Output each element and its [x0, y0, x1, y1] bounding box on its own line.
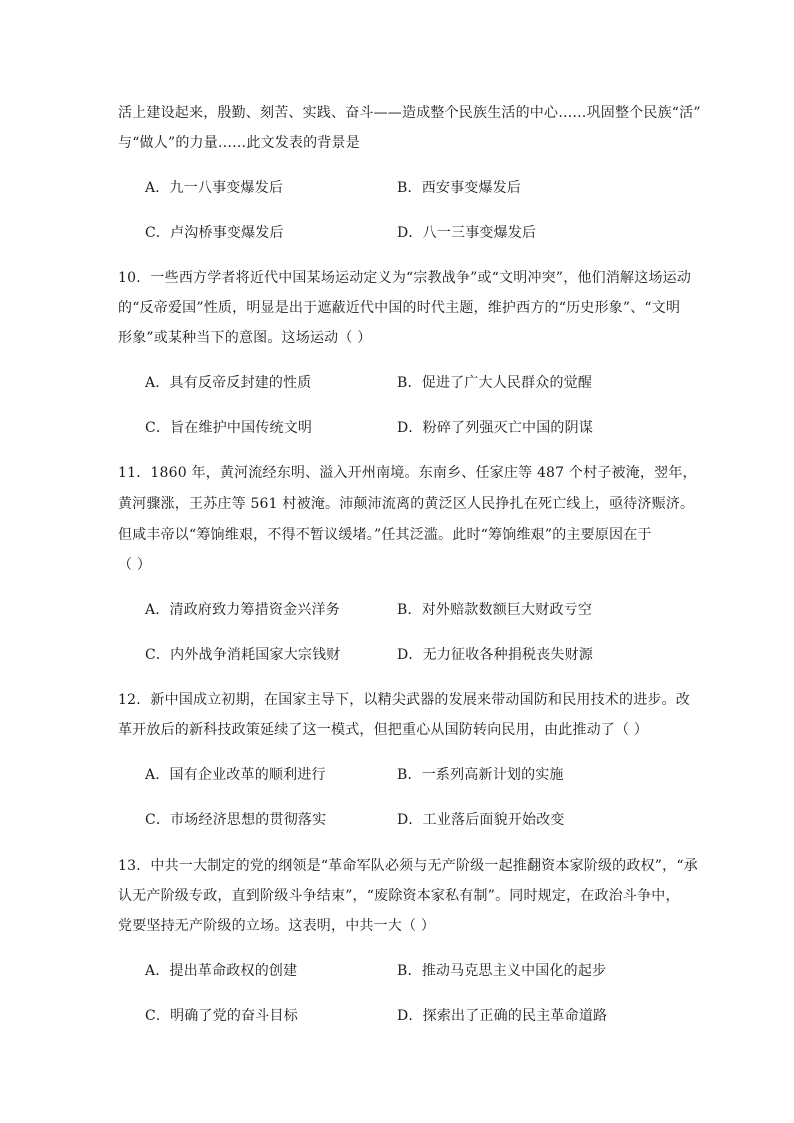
question-stem-line: 12．新中国成立初期，在国家主导下，以精尖武器的发展来带动国防和民用技术的进步。改: [118, 692, 691, 708]
question-stem-line: 的“反帝爱国”性质，明显是出于遮蔽近代中国的时代主题，维护西方的“历史形象”、“文明: [118, 300, 681, 316]
option-b: B．一系列高新计划的实施: [397, 767, 564, 783]
question-stem-line: 形象”或某种当下的意图。这场运动（ ）: [118, 330, 372, 346]
question-stem-line: 13．中共一大制定的党的纲领是“革命军队必须与无产阶级一起推翻资本家阶级的政权”，“承: [118, 858, 698, 874]
option-d: D．探索出了正确的民主革命道路: [397, 1008, 608, 1024]
question-stem-line: 与“做人”的力量……此文发表的背景是: [118, 135, 360, 151]
option-b: B．促进了广大人民群众的觉醒: [397, 375, 593, 391]
option-d: D．八一三事变爆发后: [397, 225, 537, 241]
question-stem-line: 活上建设起来，殷勤、刻苦、实践、奋斗——造成整个民族生活的中心……巩固整个民族“活”: [118, 105, 701, 121]
option-a: A．提出革命政权的创建: [145, 963, 298, 979]
question-stem-line: 革开放后的新科技政策延续了这一模式，但把重心从国防转向民用，由此推动了（ ）: [118, 722, 649, 738]
option-a: A．九一八事变爆发后: [145, 180, 284, 196]
question-stem-line: 党要坚持无产阶级的立场。这表明，中共一大（ ）: [118, 918, 436, 934]
question-stem-line: 认无产阶级专政，直到阶级斗争结束”，“废除资本家私有制”。同时规定，在政治斗争中，: [118, 888, 680, 904]
option-c: C．旨在维护中国传统文明: [145, 420, 313, 436]
question-stem-line: 但咸丰帝以“筹饷维艰，不得不暂议缓堵。”任其泛滥。此时“筹饷维艰”的主要原因在于: [118, 527, 652, 543]
question-stem-line: 10．一些西方学者将近代中国某场运动定义为“宗教战争”或“文明冲突”，他们消解这场运动: [118, 270, 692, 286]
option-c: C．明确了党的奋斗目标: [145, 1008, 298, 1024]
option-a: A．国有企业改革的顺利进行: [145, 767, 326, 783]
question-stem-line: 11．1860 年，黄河流经东明、溢入开州南境。东南乡、任家庄等 487 个村子被淹，翌年，: [118, 465, 697, 481]
question-stem-line: （ ）: [118, 557, 152, 573]
option-a: A．具有反帝反封建的性质: [145, 375, 312, 391]
question-stem-line: 黄河骤涨，王苏庄等 561 村被淹。沛颠沛流离的黄泛区人民挣扎在死亡线上，亟待济赈济。: [118, 496, 695, 512]
option-c: C．卢沟桥事变爆发后: [145, 225, 284, 241]
option-a: A．清政府致力筹措资金兴洋务: [145, 602, 340, 618]
option-d: D．粉碎了列强灭亡中国的阴谋: [397, 420, 594, 436]
option-d: D．无力征收各种捐税丧失财源: [397, 647, 594, 663]
option-c: C．内外战争消耗国家大宗钱财: [145, 647, 341, 663]
option-d: D．工业落后面貌开始改变: [397, 812, 565, 828]
option-b: B．推动马克思主义中国化的起步: [397, 963, 607, 979]
option-c: C．市场经济思想的贯彻落实: [145, 812, 327, 828]
option-b: B．对外赔款数额巨大财政亏空: [397, 602, 593, 618]
option-b: B．西安事变爆发后: [397, 180, 522, 196]
